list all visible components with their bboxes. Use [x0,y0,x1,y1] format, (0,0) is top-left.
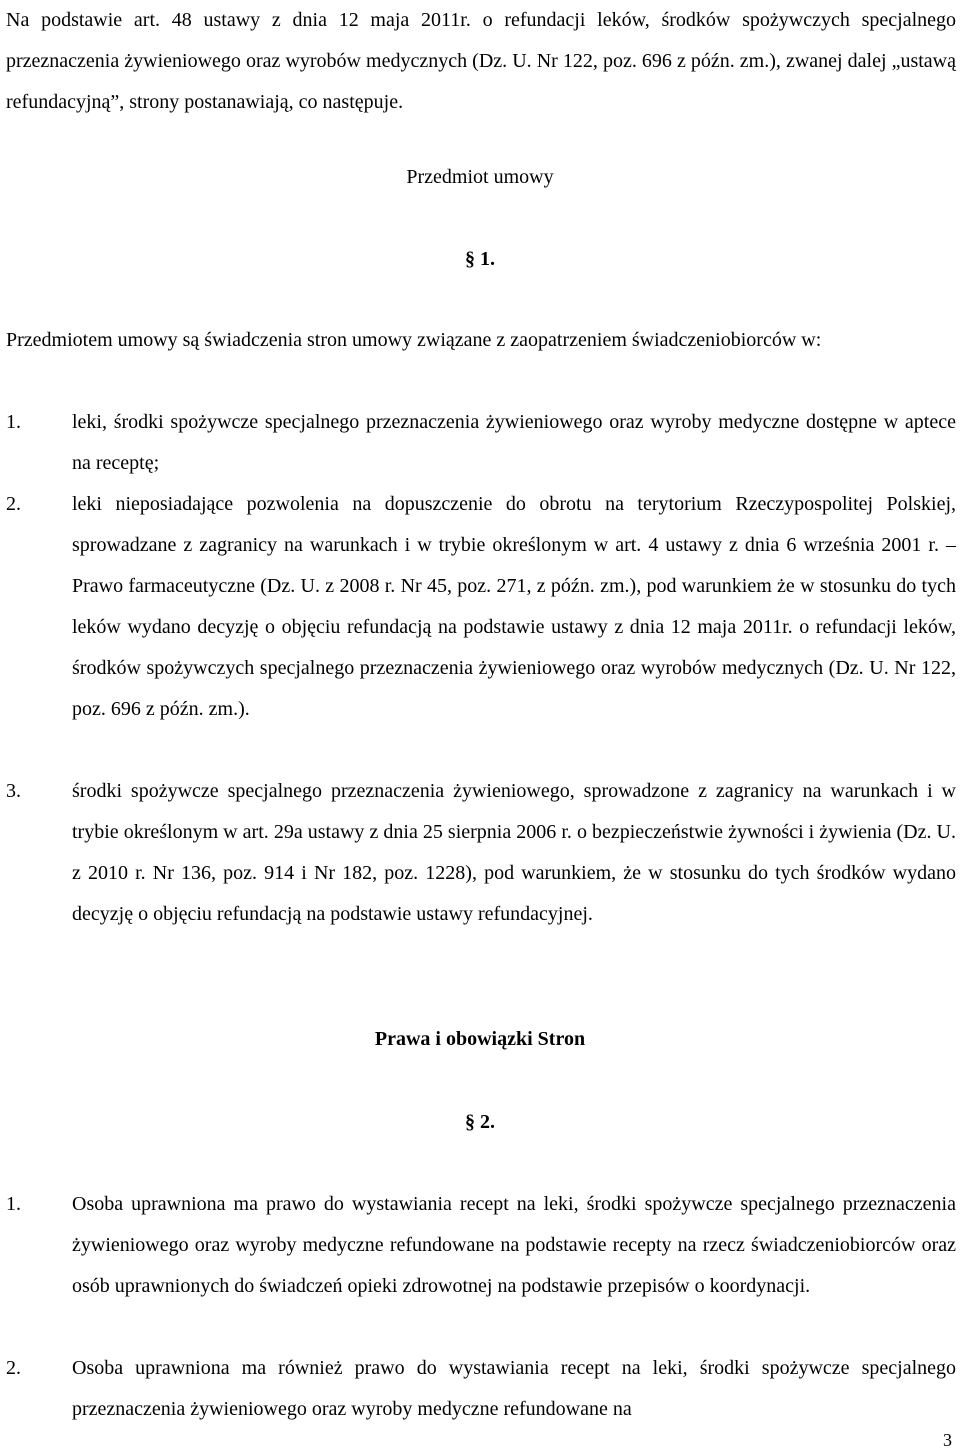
section-2-list-item [6,1348,956,1430]
section-2-paragraph-sign: § 2. [465,1111,495,1133]
list-item-text: leki, środki spożywcze specjalnego przeznaczenia żywieniowego oraz wyroby medyczne dostępne w aptece na receptę; [72,411,956,474]
list-item-number: 3. [6,780,21,802]
section-1-list-item [6,402,956,484]
list-item-number: 1. [6,1193,21,1215]
list-item-text: środki spożywcze specjalnego przeznaczenia żywieniowego, sprowadzone z zagranicy na warunkach i w trybie określonym w art. 29a ustawy z dnia 25 sierpnia 2006 r. o bezpieczeństwie żywności i żywienia (Dz. U. z 2010 r. Nr 136, poz. 914 i Nr 182, poz. 1228), pod warunkiem, że w stosunku do tych środków wydano decyzję o objęciu refundacją na podstawie ustawy refundacyjnej. [72,780,956,925]
section-1-paragraph-sign: § 1. [465,248,495,270]
intro-paragraph: Na podstawie art. 48 ustawy z dnia 12 maja 2011r. o refundacji leków, środków spożywczych specjalnego przeznaczenia żywieniowego oraz wyrobów medycznych (Dz. U. Nr 122, poz. 696 z późn. zm.), zwanej dalej „ustawą refundacyjną”, strony postanawiają, co następuje. [6,9,956,113]
list-item-number: 2. [6,1357,21,1379]
list-item-number: 1. [6,411,21,433]
section-1-list-item [6,484,956,730]
section-2-list-item [6,1184,956,1307]
list-item-text: Osoba uprawniona ma również prawo do wystawiania recept na leki, środki spożywcze specjalnego przeznaczenia żywieniowego oraz wyroby medyczne refundowane na [72,1357,956,1420]
list-item-text: Osoba uprawniona ma prawo do wystawiania recept na leki, środki spożywcze specjalnego przeznaczenia żywieniowego oraz wyroby medyczne refundowane na podstawie recepty na rzecz świadczeniobiorców oraz osób uprawnionych do świadczeń opieki zdrowotnej na podstawie przepisów o koordynacji. [72,1193,956,1297]
section-1-list-item [6,771,956,935]
section-1-lead: Przedmiotem umowy są świadczenia stron umowy związane z zaopatrzeniem świadczeniobiorców w: [6,329,822,351]
list-item-text: leki nieposiadające pozwolenia na dopuszczenie do obrotu na terytorium Rzeczypospolitej Polskiej, sprowadzane z zagranicy na warunkach i w trybie określonym w art. 4 ustawy z dnia 6 września 2001 r. – Prawo farmaceutyczne (Dz. U. z 2008 r. Nr 45, poz. 271, z późn. zm.), pod warunkiem że w stosunku do tych leków wydano decyzję o objęciu refundacją na podstawie ustawy z dnia 12 maja 2011r. o refundacji leków, środków spożywczych specjalnego przeznaczenia żywieniowego oraz wyrobów medycznych (Dz. U. Nr 122, poz. 696 z późn. zm.). [72,493,956,720]
page-number: 3 [943,1430,952,1450]
section-2-title: Prawa i obowiązki Stron [374,1028,586,1050]
list-item-number: 2. [6,493,21,515]
section-1-title: Przedmiot umowy [406,166,554,188]
